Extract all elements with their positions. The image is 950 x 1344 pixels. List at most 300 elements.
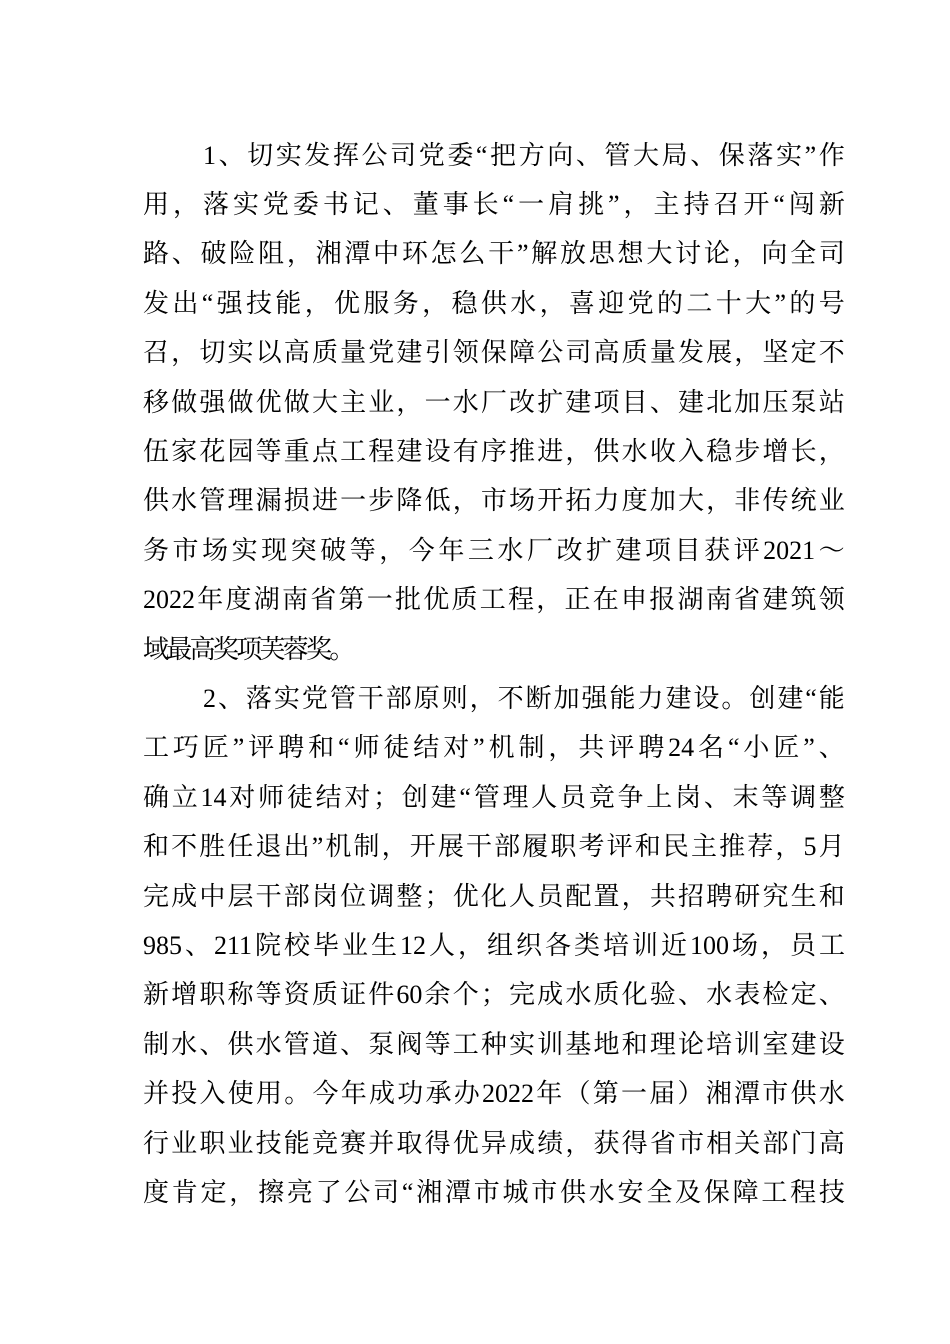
text-unit: 等: [761, 782, 788, 812]
text-unit: 理: [227, 486, 254, 516]
text-unit: 赛: [340, 1128, 367, 1158]
text-unit: 异: [480, 1128, 507, 1158]
text-unit: “: [502, 190, 515, 220]
text-unit: 项: [645, 535, 672, 565]
text-unit: 竞: [311, 1128, 338, 1158]
text-unit: 主: [653, 190, 680, 220]
text-unit: 评: [606, 832, 633, 862]
text-line: [143, 576, 845, 625]
text-unit: 做: [227, 387, 254, 417]
text-line: [143, 279, 845, 328]
text-unit: 司: [565, 338, 592, 368]
text-unit: 完: [509, 980, 536, 1010]
text-unit: 理: [649, 1029, 676, 1059]
text-unit: 蓉: [282, 634, 309, 664]
text-unit: 5: [803, 832, 817, 862]
text-unit: 得: [424, 1128, 451, 1158]
text-unit: 进: [311, 486, 338, 516]
text-unit: 技: [255, 1128, 282, 1158]
text-unit: 改: [509, 387, 536, 417]
text-unit: 党: [301, 683, 328, 713]
text-unit: 引: [424, 338, 451, 368]
text-unit: 水: [497, 535, 524, 565]
text-unit: 、: [218, 140, 245, 170]
text-unit: 向: [761, 239, 788, 269]
text-unit: 程: [790, 1177, 817, 1207]
text-unit: 民: [662, 832, 689, 862]
text-unit: 长: [790, 437, 817, 467]
text-unit: 量: [340, 338, 367, 368]
text-unit: 个: [452, 980, 479, 1010]
text-unit: 水: [171, 1029, 198, 1059]
text-unit: 人: [531, 782, 558, 812]
text-unit: 人: [509, 881, 536, 911]
text-unit: 改: [556, 535, 583, 565]
text-unit: 工: [452, 1029, 479, 1059]
text-line: [143, 625, 845, 674]
text-unit: 业: [818, 486, 845, 516]
text-unit: 建: [615, 535, 642, 565]
text-unit: 的: [789, 288, 816, 318]
text-unit: 徒: [383, 733, 410, 763]
text-unit: 业: [227, 1128, 254, 1158]
text-unit: 度: [621, 486, 648, 516]
text-unit: 大: [745, 288, 772, 318]
text-unit: 制: [518, 733, 545, 763]
text-unit: 党: [262, 190, 289, 220]
text-unit: 高: [818, 1128, 845, 1158]
text-line: [143, 230, 845, 279]
text-unit: 拓: [565, 486, 592, 516]
text-unit: 师: [353, 733, 380, 763]
text-unit: 胜: [199, 832, 226, 862]
text-unit: ，: [621, 881, 648, 911]
text-unit: 实: [227, 338, 254, 368]
text-unit: 出: [172, 288, 199, 318]
text-unit: 、: [171, 239, 198, 269]
text-unit: 履: [522, 832, 549, 862]
text-unit: 大: [646, 239, 673, 269]
text-unit: 一: [620, 1079, 647, 1109]
text-unit: 干: [255, 881, 282, 911]
text-unit: 强: [199, 387, 226, 417]
text-unit: 得: [621, 1128, 648, 1158]
text-unit: ，: [452, 486, 479, 516]
text-unit: 称: [227, 980, 254, 1010]
text-unit: 保: [703, 1177, 730, 1207]
text-unit: 和: [143, 832, 170, 862]
text-unit: 大: [633, 140, 660, 170]
text-unit: 扩: [585, 535, 612, 565]
text-unit: 调: [790, 782, 817, 812]
text-unit: 展: [437, 832, 464, 862]
text-unit: 花: [199, 437, 226, 467]
text-unit: 优: [452, 881, 479, 911]
text-unit: 干: [488, 239, 515, 269]
text-unit: 末: [732, 782, 759, 812]
text-unit: ”: [311, 832, 324, 862]
text-line: [143, 378, 845, 427]
text-unit: 荐: [747, 832, 774, 862]
text-unit: 水: [565, 980, 592, 1010]
text-unit: 肯: [171, 1177, 198, 1207]
text-unit: 度: [143, 1177, 170, 1207]
text-unit: “: [459, 782, 471, 812]
text-unit: 招: [677, 881, 704, 911]
text-unit: 技: [818, 1177, 845, 1207]
text-unit: 市: [473, 1177, 500, 1207]
text-unit: 报: [649, 585, 676, 615]
text-unit: 任: [227, 832, 254, 862]
text-unit: 了: [315, 1177, 342, 1207]
text-unit: 配: [565, 881, 592, 911]
text-unit: 师: [258, 782, 285, 812]
text-unit: 目: [621, 387, 648, 417]
text-unit: 考: [578, 832, 605, 862]
text-unit: 非: [734, 486, 761, 516]
text-unit: ，: [469, 683, 496, 713]
text-unit: 等: [255, 980, 282, 1010]
text-unit: 成: [369, 1079, 396, 1109]
text-unit: 则: [441, 683, 468, 713]
text-unit: 和: [818, 881, 845, 911]
text-unit: 阀: [396, 1029, 423, 1059]
text-unit: 南: [281, 585, 308, 615]
text-unit: 步: [734, 437, 761, 467]
text-unit: 险: [229, 239, 256, 269]
text-unit: 批: [394, 585, 421, 615]
text-unit: 站: [818, 387, 845, 417]
text-unit: 匠: [773, 733, 800, 763]
text-unit: 潭: [444, 1177, 471, 1207]
text-unit: 能: [818, 683, 845, 713]
text-unit: 号: [818, 288, 845, 318]
text-unit: 干: [466, 832, 493, 862]
text-unit: 书: [322, 190, 349, 220]
text-unit: 高: [283, 338, 310, 368]
text-unit: 检: [762, 980, 789, 1010]
text-unit: 巧: [172, 733, 199, 763]
text-unit: 2021: [763, 535, 816, 565]
text-unit: 第: [592, 1079, 619, 1109]
text-unit: 量: [649, 338, 676, 368]
text-unit: 化: [621, 980, 648, 1010]
text-unit: 生: [790, 881, 817, 911]
text-unit: 训: [734, 1029, 761, 1059]
text-unit: 湘: [315, 239, 342, 269]
text-unit: 获: [593, 1128, 620, 1158]
text-unit: 场: [202, 535, 229, 565]
text-unit: 程: [368, 437, 395, 467]
text-unit: 程: [507, 585, 534, 615]
text-unit: 织: [516, 930, 543, 960]
text-unit: 质: [621, 338, 648, 368]
text-line: [143, 674, 845, 723]
text-unit: 高: [189, 634, 216, 664]
text-unit: 训: [632, 930, 659, 960]
text-unit: 水: [452, 387, 479, 417]
text-unit: 保: [718, 140, 745, 170]
text-unit: 点: [311, 437, 338, 467]
text-unit: 资: [283, 980, 310, 1010]
text-unit: 实: [509, 1029, 536, 1059]
text-unit: 坚: [762, 338, 789, 368]
text-unit: 表: [734, 980, 761, 1010]
text-unit: 14: [200, 782, 227, 812]
text-unit: ，: [229, 1177, 256, 1207]
text-unit: 评: [608, 733, 635, 763]
text-unit: 公: [537, 338, 564, 368]
text-unit: 立: [171, 782, 198, 812]
text-unit: 层: [227, 881, 254, 911]
text-unit: 校: [284, 930, 311, 960]
text-unit: 。: [721, 683, 748, 713]
text-unit: 聘: [706, 881, 733, 911]
text-unit: 工: [143, 733, 170, 763]
text-unit: 干: [357, 683, 384, 713]
text-unit: 组: [487, 930, 514, 960]
text-unit: 水: [510, 288, 537, 318]
text-unit: 部: [494, 832, 521, 862]
text-unit: 、: [677, 980, 704, 1010]
text-unit: 新: [143, 980, 170, 1010]
text-unit: 100: [690, 930, 729, 960]
text-unit: 党: [627, 288, 654, 318]
text-unit: 障: [509, 338, 536, 368]
text-unit: 环: [401, 239, 428, 269]
text-unit: 高: [593, 338, 620, 368]
text-unit: 做: [171, 387, 198, 417]
text-unit: 、: [575, 140, 602, 170]
text-unit: 、: [703, 782, 730, 812]
text-unit: 一: [340, 486, 367, 516]
text-unit: 大: [677, 486, 704, 516]
text-unit: 、: [818, 733, 845, 763]
text-unit: 开: [409, 832, 436, 862]
text-unit: 。: [284, 1079, 311, 1109]
text-unit: 保: [480, 338, 507, 368]
text-unit: 建: [677, 387, 704, 417]
text-unit: 领: [452, 338, 479, 368]
text-line: [143, 1119, 845, 1168]
text-line: [143, 872, 845, 921]
text-unit: 一: [518, 190, 545, 220]
text-unit: 供: [480, 288, 507, 318]
text-unit: 的: [657, 288, 684, 318]
text-unit: 入: [199, 1079, 226, 1109]
text-unit: 伍: [143, 437, 170, 467]
text-unit: 二: [686, 288, 713, 318]
text-unit: 解: [531, 239, 558, 269]
text-unit: ，: [536, 585, 563, 615]
text-unit: ，: [775, 832, 802, 862]
text-unit: 道: [311, 1029, 338, 1059]
text-unit: 扩: [537, 387, 564, 417]
text-unit: ；: [424, 881, 451, 911]
text-unit: 市: [480, 486, 507, 516]
text-unit: 园: [227, 437, 254, 467]
text-unit: 、: [818, 980, 845, 1010]
text-unit: 加: [553, 683, 580, 713]
text-unit: 共: [649, 881, 676, 911]
text-unit: 岗: [675, 782, 702, 812]
text-unit: 近: [661, 930, 688, 960]
text-unit: 潭: [344, 239, 371, 269]
text-unit: 长: [472, 190, 499, 220]
text-unit: 域: [143, 634, 170, 664]
text-unit: ”: [608, 190, 620, 220]
text-unit: 取: [396, 1128, 423, 1158]
text-unit: 市: [531, 1177, 558, 1207]
text-unit: 服: [363, 288, 390, 318]
text-unit: 省: [649, 1128, 676, 1158]
text-line: [143, 526, 845, 575]
text-unit: 聘: [278, 733, 305, 763]
text-unit: 最: [166, 634, 193, 664]
text-unit: 传: [762, 486, 789, 516]
text-unit: ）: [677, 1079, 704, 1109]
text-unit: 建: [665, 683, 692, 713]
text-unit: 突: [290, 535, 317, 565]
text-unit: 力: [593, 486, 620, 516]
text-unit: 省: [733, 585, 760, 615]
text-unit: 务: [143, 535, 170, 565]
text-unit: 发: [143, 288, 170, 318]
text-unit: 湖: [677, 585, 704, 615]
text-unit: 中: [199, 881, 226, 911]
text-unit: 三: [467, 535, 494, 565]
text-unit: 持: [683, 190, 710, 220]
text-unit: 管: [473, 782, 500, 812]
text-unit: 今: [312, 1079, 339, 1109]
text-unit: 、: [184, 930, 211, 960]
text-unit: 加: [734, 387, 761, 417]
text-unit: 方: [518, 140, 545, 170]
text-unit: 等: [424, 1029, 451, 1059]
text-unit: 和: [634, 832, 661, 862]
text-unit: 24: [668, 733, 695, 763]
text-unit: 党: [418, 140, 445, 170]
text-unit: 设: [818, 1029, 845, 1059]
text-unit: ～: [818, 535, 845, 565]
text-unit: 湘: [705, 1079, 732, 1109]
text-unit: 供: [227, 1029, 254, 1059]
text-unit: 擦: [258, 1177, 285, 1207]
text-unit: 工: [818, 930, 845, 960]
text-unit: 增: [762, 437, 789, 467]
text-unit: 十: [715, 288, 742, 318]
text-unit: 供: [560, 1177, 587, 1207]
text-unit: 985: [143, 930, 182, 960]
text-unit: 实: [273, 683, 300, 713]
text-unit: ”: [803, 733, 815, 763]
text-unit: 2022: [482, 1079, 534, 1109]
text-unit: 委: [447, 140, 474, 170]
text-unit: 进: [537, 437, 564, 467]
text-unit: 、: [382, 190, 409, 220]
text-unit: ”: [232, 733, 245, 763]
text-unit: 召: [143, 338, 170, 368]
text-unit: ；: [373, 782, 400, 812]
text-unit: 毕: [313, 930, 340, 960]
text-unit: 年: [197, 585, 224, 615]
text-unit: 厂: [480, 387, 507, 417]
text-unit: ，: [734, 338, 761, 368]
text-unit: 闯: [788, 190, 815, 220]
text-unit: 质: [451, 585, 478, 615]
text-unit: 地: [593, 1029, 620, 1059]
text-unit: 用: [143, 190, 170, 220]
text-unit: “: [475, 140, 488, 170]
text-unit: 董: [412, 190, 439, 220]
text-unit: 强: [581, 683, 608, 713]
text-unit: 机: [488, 733, 515, 763]
text-unit: ，: [539, 288, 566, 318]
text-unit: 门: [790, 1128, 817, 1158]
text-unit: 湖: [253, 585, 280, 615]
text-unit: 、: [340, 1029, 367, 1059]
text-unit: 泵: [790, 387, 817, 417]
text-unit: ，: [732, 239, 759, 269]
text-unit: 市: [172, 535, 199, 565]
text-unit: 及: [675, 1177, 702, 1207]
text-unit: 管: [199, 486, 226, 516]
text-unit: 肩: [548, 190, 575, 220]
text-unit: 想: [617, 239, 644, 269]
text-unit: 对: [229, 782, 256, 812]
text-unit: 挑: [578, 190, 605, 220]
text-unit: 职: [199, 1128, 226, 1158]
text-unit: 建: [396, 338, 423, 368]
text-unit: 推: [509, 437, 536, 467]
text-unit: 增: [171, 980, 198, 1010]
text-unit: 机: [325, 832, 352, 862]
text-unit: 统: [790, 486, 817, 516]
text-unit: “: [201, 288, 214, 318]
text-unit: 成: [509, 1128, 536, 1158]
text-unit: 不: [497, 683, 524, 713]
text-unit: 落: [202, 190, 229, 220]
text-unit: 收: [649, 437, 676, 467]
text-unit: 实: [275, 140, 302, 170]
text-unit: 办: [453, 1079, 480, 1109]
text-unit: 结: [315, 782, 342, 812]
text-unit: 召: [713, 190, 740, 220]
text-unit: 制: [143, 1029, 170, 1059]
text-line: [143, 971, 845, 1020]
text-unit: 家: [171, 437, 198, 467]
text-unit: 实: [775, 140, 802, 170]
text-unit: ，: [565, 437, 592, 467]
text-unit: ”: [516, 239, 529, 269]
text-unit: 主: [340, 387, 367, 417]
text-unit: 破: [320, 535, 347, 565]
text-unit: 目: [674, 535, 701, 565]
text-unit: 绩: [537, 1128, 564, 1158]
text-unit: 员: [560, 782, 587, 812]
text-unit: 水: [706, 980, 733, 1010]
text-unit: 一: [366, 585, 393, 615]
text-unit: 障: [732, 1177, 759, 1207]
text-unit: 职: [199, 980, 226, 1010]
text-unit: 阻: [258, 239, 285, 269]
text-unit: 研: [734, 881, 761, 911]
text-unit: 。: [329, 634, 356, 664]
text-unit: 行: [143, 1128, 170, 1158]
text-unit: 水: [818, 1079, 845, 1109]
text-line: [143, 180, 845, 229]
text-unit: 能: [275, 288, 302, 318]
